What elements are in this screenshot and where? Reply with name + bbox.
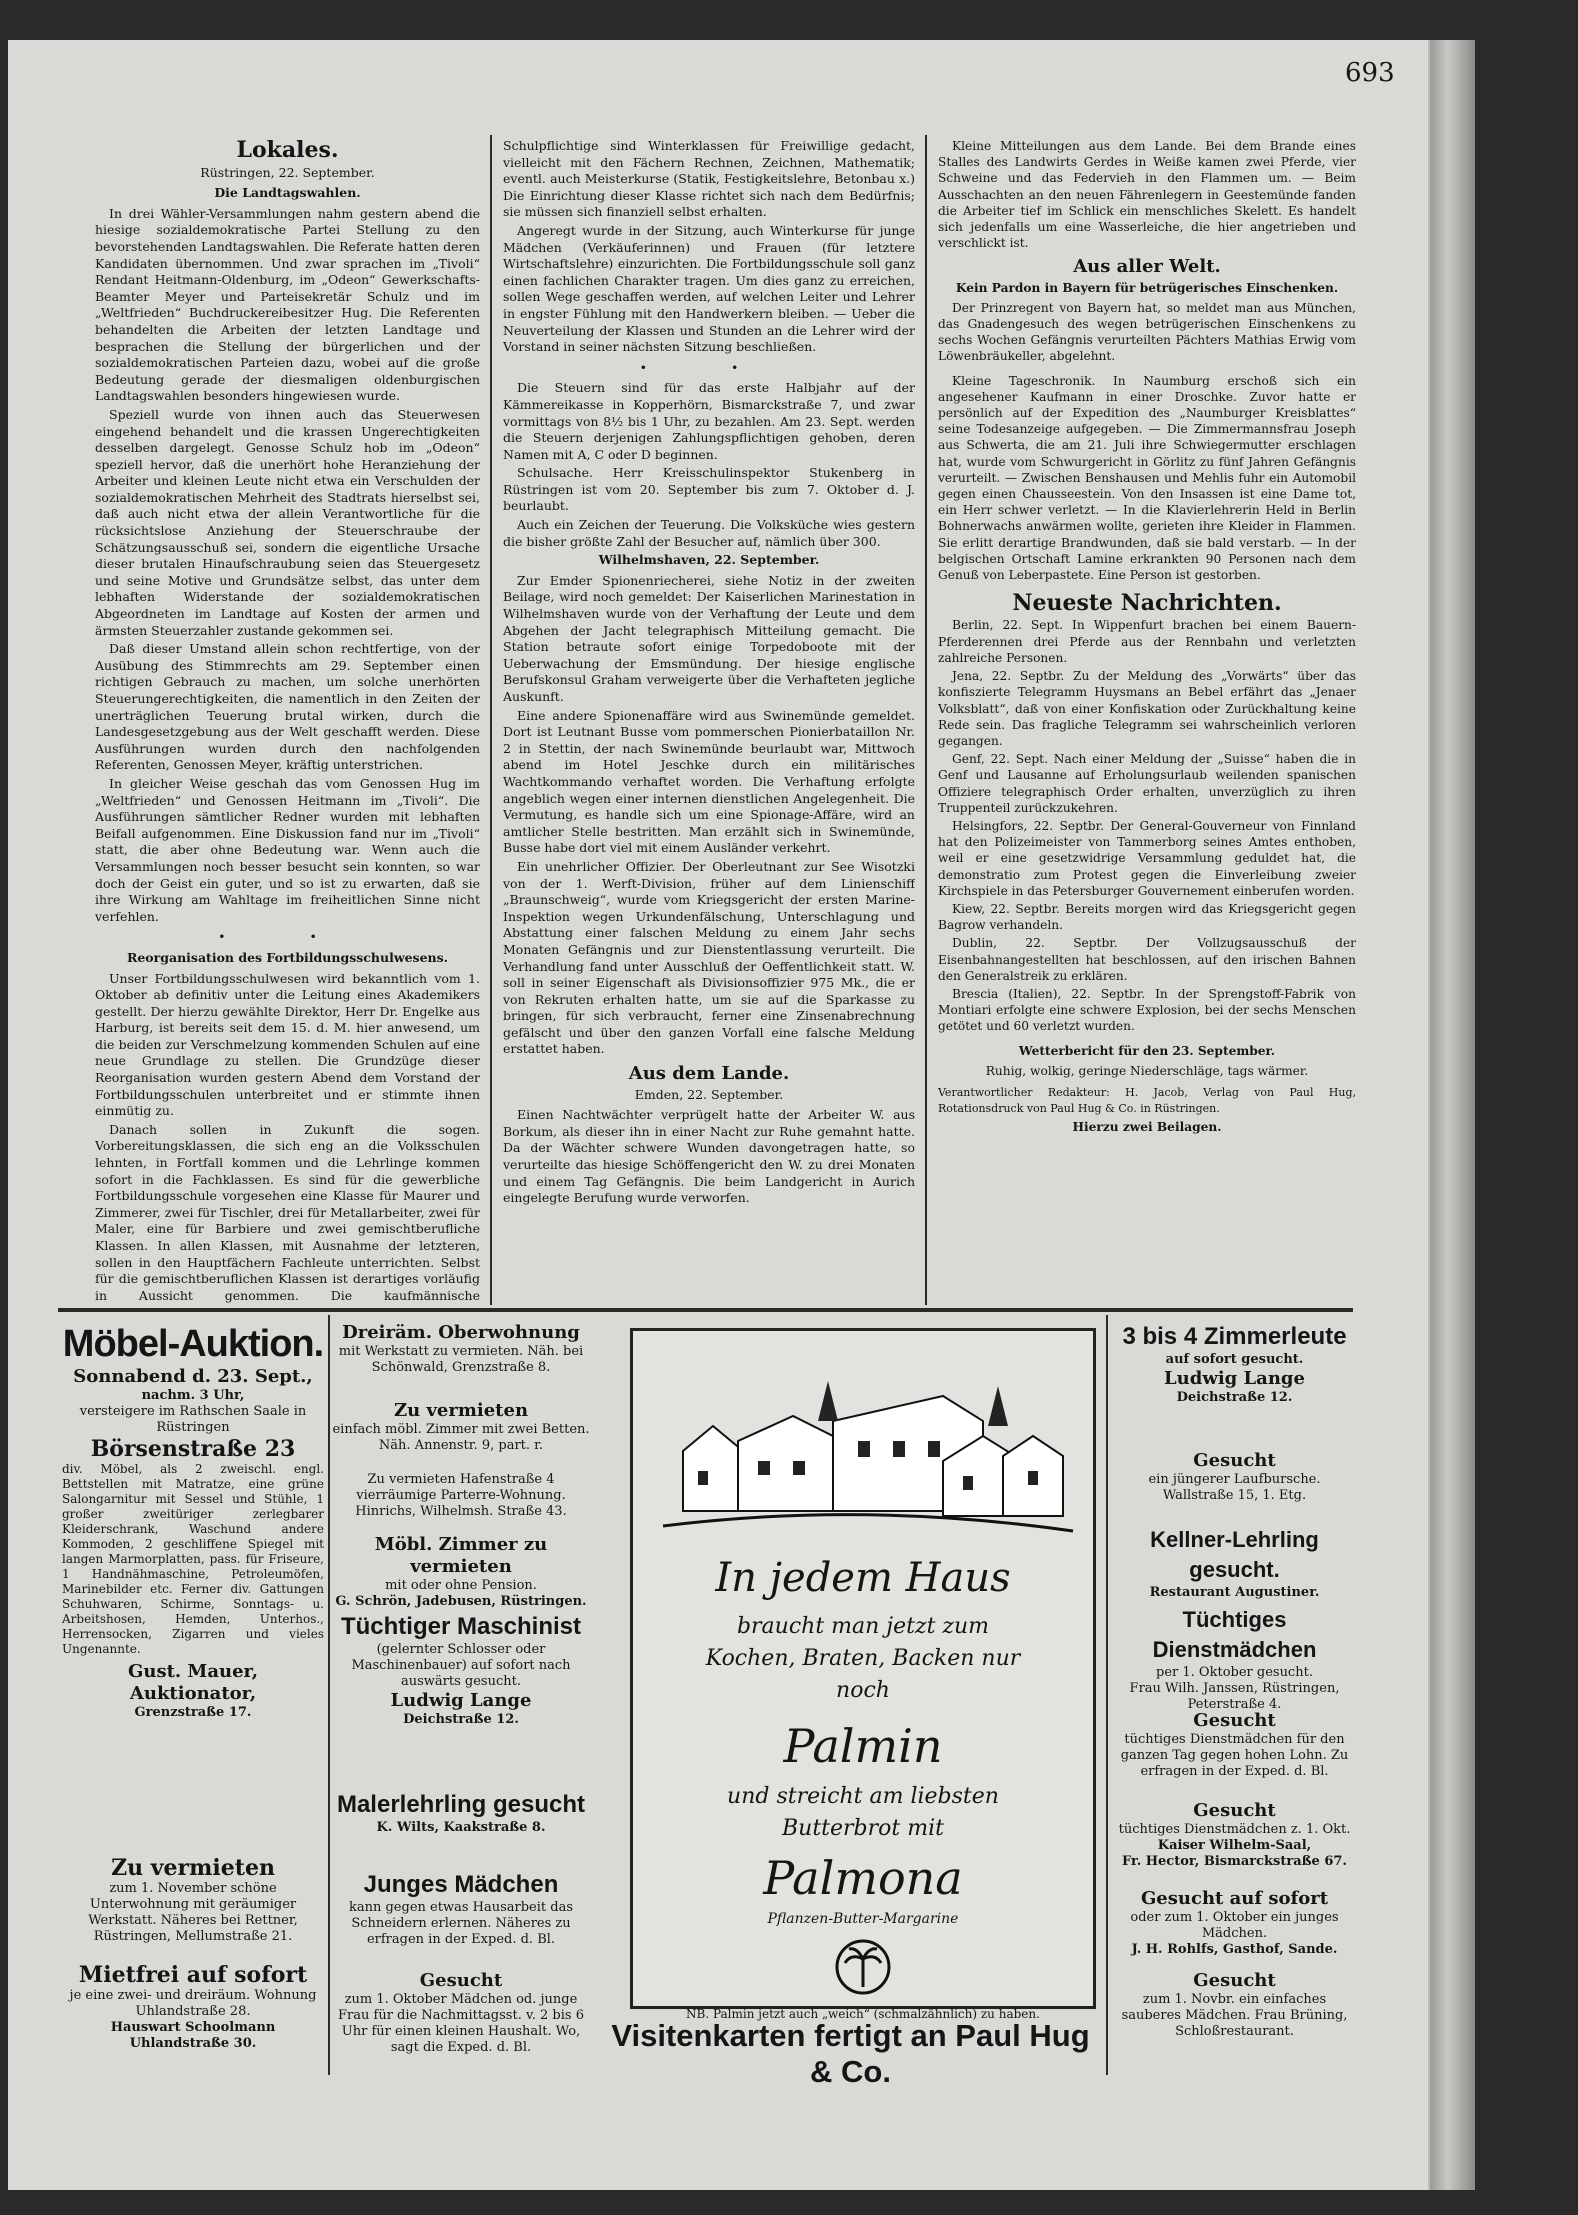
ad-title: Möbl. Zimmer zu vermieten <box>374 1534 548 1577</box>
news-steuern: Die Steuern sind für das erste Halbjahr auf der Kämmereikasse in Kopperhörn, Bismarckstraße 7, und zwar vormittags von 8½ bis 1 Uhr, zu bezahlen. Am 23. Sept. werden die Steuern derjenigen Zahlungspflichtigen gehoben, deren Namen mit A, C oder D beginnen. <box>503 380 915 462</box>
news-kleine-mitteilungen: Kleine Mitteilungen aus dem Lande. Bei dem Brande eines Stalles des Landwirts Gerdes in Weiße kamen zwei Pferde, vier Schweine und das Federvieh in den Flammen um. — Beim Ausschachten an den neuen Fährenlegern in Geestemünde fanden die Arbeiter tief im Schlick ein menschliches Skelett. Es handelt sich jedenfalls um eine Wasserleiche, die hier angetrieben und verschlickt ist. <box>938 139 1356 251</box>
ad-moebel-auktion <box>62 1322 324 1721</box>
ad-text: mit Werkstatt zu vermieten. Näh. bei Schönwald, Grenzstraße 8. <box>338 1344 584 1375</box>
ad-text: tüchtiges Dienstmädchen für den ganzen Tag gegen hohen Lohn. Zu erfragen in der Exped. d. Bl. <box>1120 1732 1349 1779</box>
ad-rule <box>1106 1315 1108 2075</box>
dateline: Wilhelmshaven, 22. September. <box>598 552 820 568</box>
ad-name: J. H. Rohlfs, Gasthof, Sande. <box>1131 1942 1338 1957</box>
ad-text: auf sofort gesucht. <box>1165 1352 1304 1367</box>
ad-rule <box>328 1315 330 2075</box>
news-item: Jena, 22. Septbr. Zu der Meldung des „Vorwärts“ über das konfiszierte Telegramm Huysmans an Bebel erfährt das „Jenaer Volksblatt“, daß von einer Konfiskation oder Zurückhaltung keine Rede sein. Das fragliche Telegramm sei wahrscheinlich verloren gegangen. <box>938 669 1356 748</box>
imprint: Verantwortlicher Redakteur: H. Jacob, Verlag von Paul Hug, Rotationsdruck von Paul Hug & Co. in Rüstringen. <box>938 1085 1356 1116</box>
paragraph: Unser Fortbildungsschulwesen wird bekanntlich vom 1. Oktober ab definitiv unter die Leitung eines Akademikers gestellt. Der hierzu gewählte Direktor, Herr Dr. Engelke aus Harburg, ist bereits seit dem 15. d. M. hier anwesend, um die beiden zur Verschmelzung kommenden Schulen auf eine neue Grundlage zu stellen. Die Grundzüge dieser Reorganisation wurden gestern Abend dem Vorstand der Fortbildungsschulen unterbreitet und er stimmte ihnen einmütig zu. <box>95 970 480 1119</box>
news-item: Helsingfors, 22. Septbr. Der General-Gouverneur von Finnland hat den Polizeimeister von Tammerborg seines Amtes enthoben, weil er eine gesetzwidrige Versammlung geduldet hat, die demonstratio zum Protest gegen die Einverleibung zweier Kirchspiele in das Petersburger Gouvernement einberufen worden. <box>938 818 1356 898</box>
ad-malerlehrling <box>332 1790 590 1836</box>
ad-text: per 1. Oktober gesucht. <box>1156 1665 1313 1680</box>
ad-script-line: Palmona <box>763 1851 963 1905</box>
ad-address: Deichstraße 12. <box>1176 1390 1293 1405</box>
ad-title: Junges Mädchen <box>363 1871 559 1898</box>
ad-title: Gesucht auf sofort <box>1140 1888 1329 1909</box>
ad-junges-maedchen <box>332 1870 590 1948</box>
news-item: Brescia (Italien), 22. Septbr. In der Sprengstoff-Fabrik von Montiari erfolgte eine schwere Explosion, bei der sechs Menschen getötet und 60 verletzt wurden. <box>938 986 1356 1034</box>
ad-name: Kaiser Wilhelm-Saal, <box>1157 1838 1312 1853</box>
ad-street: Börsenstraße 23 <box>90 1436 296 1462</box>
paragraph: In gleicher Weise geschah das vom Genossen Hug im „Weltfrieden“ und Genossen Heitmann im „Tivoli“. Die Ausführungen sämtlicher Redner wurden mit lebhaften Beifall aufgenommen. Eine Diskussion fand nur im „Tivoli“ statt, die aber ohne Bedeutung war. Wenn auch die Versammlungen noch besser besucht sein konnten, so war doch der Geist ein guter, und so ist zu erwarten, daß sie ihre Wirkung am Wahltage im freiheitlichen Sinne nicht verfehlen. <box>95 775 480 924</box>
ad-text: mit oder ohne Pension. <box>385 1578 537 1593</box>
news-schulsache: Schulsache. Herr Kreisschulinspektor Stukenberg in Rüstringen ist vom 20. September bis zum 7. Oktober d. J. beurlaubt. <box>503 465 915 514</box>
weather-heading: Wetterbericht für den 23. September. <box>1018 1043 1276 1058</box>
book-binding <box>1430 40 1475 2190</box>
column-rule <box>925 135 927 1305</box>
ad-address: Wallstraße 15, 1. Etg. <box>1162 1488 1307 1503</box>
ad-text: oder zum 1. Oktober ein junges Mädchen. <box>1130 1910 1339 1941</box>
ad-time: nachm. 3 Uhr, <box>141 1388 245 1403</box>
ad-address: Deichstraße 12. <box>403 1712 519 1727</box>
ad-text: tüchtiges Dienstmädchen z. 1. Okt. <box>1118 1822 1351 1837</box>
ad-title: Zu vermieten <box>111 1855 275 1881</box>
paragraph: Daß dieser Umstand allein schon rechtfertige, von der Ausübung des Stimmrechts am 29. September einen richtigen Gebrauch zu machen, um solche unerhörten Steuerungerechtigkeiten, die namentlich in den Zeiten der unerträglichen Teuerung brutal wirken, durch die Landesgesetzgebung aus der Welt geschafft werden. Diese Ausführungen wurden durch den nachfolgenden Referenten, Genossen Meyer, kräftig unterstrichen. <box>95 641 480 773</box>
column-3 <box>938 138 1356 1305</box>
ad-address: Fr. Hector, Bismarckstraße 67. <box>1122 1854 1347 1869</box>
supplement-note: Hierzu zwei Beilagen. <box>1072 1120 1222 1135</box>
ad-address: Peterstraße 4. <box>1187 1697 1282 1712</box>
ad-title: Möbel-Auktion. <box>62 1323 324 1365</box>
ad-gesucht <box>1112 1710 1357 1780</box>
news-item: Kiew, 22. Septbr. Bereits morgen wird das Kriegsgericht gegen Bagrow verhandeln. <box>938 901 1356 933</box>
dateline: Rüstringen, 22. September. <box>200 164 375 180</box>
section-title: Aus dem Lande. <box>628 1063 790 1085</box>
ad-title: Zu vermieten <box>393 1400 529 1421</box>
ad-title: Gesucht <box>419 1970 503 1991</box>
news-nachtwaechter: Einen Nachtwächter verprügelt hatte der Arbeiter W. aus Borkum, als dieser ihn in einer Nacht zur Ruhe gemahnt hatte. Da der Wächter schwere Wunden davongetragen hatte, so verurteilte das hiesige Schöffengericht den W. zu drei Monaten und einem Tag Gefängnis. Die beim Landgericht in Aurich eingelegte Berufung wurde verworfen. <box>503 1107 915 1206</box>
ad-text: zum 1. Oktober Mädchen od. junge Frau für die Nachmittagsst. v. 2 bis 6 Uhr für einen kleinen Haushalt. Wo, sagt die Exped. d. Bl. <box>338 1992 584 2055</box>
ad-zu-vermieten <box>332 1400 590 1454</box>
paragraph: Angeregt wurde in der Sitzung, auch Winterkurse für junge Mädchen (Verkäuferinnen) und Frauen (für letztere Wirtschaftslehre) einzurichten. Die Fortbildungsschule soll ganz einen fachlichen Charakter tragen. Um dies ganz zu erreichen, sollen Wege geschaffen werden, auf welchen Leiter und Lehrer in engster Fühlung mit den Handwerkern bleiben. — Ueber die Neuverteilung der Klassen und Stunden an die Lehrer wird der Vorstand in seiner nächsten Sitzung beschließen. <box>503 222 915 355</box>
ad-visitenkarten: Visitenkarten fertigt an Paul Hug & Co. <box>611 2018 1090 2089</box>
ad-name: Ludwig Lange <box>390 1690 532 1711</box>
ad-text: Zu vermieten Hafenstraße 4 vierräumige Parterre-Wohnung. Hinrichs, Wilhelmsh. Straße 43. <box>355 1472 567 1519</box>
ad-text: zum 1. November schöne Unterwohnung mit geräumiger Werkstatt. Näheres bei Rettner, Rüstringen, Mellumstraße 21. <box>88 1881 298 1944</box>
ad-title: Gesucht <box>1193 1450 1276 1471</box>
ad-title: Tüchtiges Dienstmädchen <box>1152 1607 1317 1662</box>
ad-gesucht <box>1112 1970 1357 2040</box>
ad-place: versteigere im Rathschen Saale in Rüstringen <box>79 1404 307 1435</box>
ad-text: kann gegen etwas Hausarbeit das Schneidern erlernen. Näheres zu erfragen in der Exped. d. Bl. <box>348 1900 573 1947</box>
village-illustration-icon <box>643 1341 1083 1541</box>
ad-script-line: Pflanzen-Butter-Margarine <box>767 1911 959 1927</box>
ad-text: je eine zwei- und dreiräum. Wohnung Uhlandstraße 28. <box>69 1988 317 2019</box>
ad-gesucht <box>1112 1800 1357 1870</box>
ad-note: NB. Palmin jetzt auch „weich“ (schmalzähnlich) zu haben. <box>686 2007 1040 2021</box>
ad-title: 3 bis 4 Zimmerleute <box>1122 1323 1347 1350</box>
news-tageschronik: Kleine Tageschronik. In Naumburg erschoß sich ein angesehener Kaufmann in einer Droschke. Zuvor hatte er persönlich auf der Expedition des „Naumburger Kreisblattes“ seine Todesanzeige aufgegeben. — Die Zimmermannsfrau Joseph aus Schwerta, die am 21. Juli ihre Schwiegermutter erschlagen hat, wurde vom Schwurgericht in Görlitz zu fünf Jahren Gefängnis verurteilt. — Zwischen Benshausen und Mehlis fuhr ein Automobil gegen einen Chausseestein. Von den Insassen ist eine Dame tot, ein Herr schwer verletzt. — In die Klavierlehrerin Held in Berlin Bohnerwachs anwärmen wollte, gerieten ihre Kleider in Flammen. Sie erlitt derartige Brandwunden, daß sie bald verstarb. — In der belgischen Ortschaft Lamine erkrankten 90 Personen nach dem Genuß von Leberpastete. Eine Person ist gestorben. <box>938 373 1356 583</box>
section-rule <box>58 1308 1353 1312</box>
paragraph: Speziell wurde von ihnen auch das Steuerwesen eingehend behandelt und die krassen Ungerechtigkeiten desselben dargelegt. Genosse Schulz hob im „Odeon“ speziell hervor, daß die unerhört hohe Heranziehung der Arbeiter und kleinen Leute nicht etwa ein Verschulden der sozialdemokratischen Mehrheit des Stadtrats hierselbst sei, daß auch nicht etwa der allein Verantwortliche für die rücksichtslose Anziehung der Steuerschraube der Schätzungsausschuß sei, sondern die eigentliche Ursache dieser brutalen Hinaufschraubung seien das Steuergesetz und seine Motive und Grundsätze selbst, das unter dem lebhaften Widerstande der sozialdemokratischen Abgeordneten im Landtage auf Kosten der armen und ärmsten Steuerzahler zustande gekommen sei. <box>95 406 480 638</box>
weather-text: Ruhig, wolkig, geringe Niederschläge, tags wärmer. <box>985 1063 1309 1078</box>
ad-name: Gust. Mauer, Auktionator, <box>127 1661 258 1704</box>
dateline: Emden, 22. September. <box>634 1086 784 1102</box>
ad-kellner-lehrling <box>1112 1525 1357 1601</box>
ad-script-line: und streicht am liebsten Butterbrot mit <box>727 1784 999 1841</box>
ad-text: einfach möbl. Zimmer mit zwei Betten. Näh. Annenstr. 9, part. r. <box>332 1422 590 1453</box>
news-item: Dublin, 22. Septbr. Der Vollzugsausschuß der Eisenbahnangestellten hat beschlossen, auf den irischen Bahnen den Generalstreik zu erklären. <box>938 936 1356 983</box>
ad-text: (gelernter Schlosser oder Maschinenbauer) auf sofort nach auswärts gesucht. <box>351 1642 571 1689</box>
headline: Kein Pardon in Bayern für betrügerisches Einschenken. <box>955 280 1339 295</box>
ad-laufbursche <box>1112 1450 1357 1504</box>
ad-name: K. Wilts, Kaakstraße 8. <box>376 1820 546 1835</box>
ad-oberwohnung <box>332 1322 590 1376</box>
ad-title: Tüchtiger Maschinist <box>340 1613 582 1640</box>
ad-address: Grenzstraße 17. <box>134 1705 252 1720</box>
ad-name: G. Schrön, Jadebusen, Rüstringen. <box>335 1594 587 1609</box>
ad-title: Gesucht <box>1193 1710 1276 1731</box>
news-pardon: Der Prinzregent von Bayern hat, so meldet man aus München, das Gnadengesuch des wegen betrügerischen Einschenkens zu sechs Wochen Gefängnis verurteilten Pächters Mathias Erwig vom Löwenbräukeller, abgelehnt. <box>938 300 1356 364</box>
ad-name: Frau Wilh. Janssen, Rüstringen, <box>1129 1681 1340 1696</box>
column-rule <box>490 135 492 1305</box>
ad-zu-vermieten <box>62 1855 324 1945</box>
paragraph: Danach sollen in Zukunft die sogen. Vorbereitungsklassen, die sich eng an die Volksschulen lehnten, in Fortfall kommen und die Lehrlinge kommen sofort in die Fachklassen. Es sind für die gewerbliche Fortbildungsschule vorgesehen eine Klasse für Maurer und Zimmerer, zwei für Tischler, drei für Metallarbeiter, zwei für Maler, eine für Barbiere und zwei gemischtberufliche Klassen. In allen Klassen, mit Ausnahme der letzteren, sollen in den Hauptfächern Fachleute unterrichten. Selbst für die gemischtberuflichen Klassen ist derartiges vorläufig in Aussicht genommen. Die kaufmännische <box>95 1121 480 1303</box>
palm-logo-icon <box>833 1937 893 1997</box>
ad-moebl-zimmer <box>332 1534 590 1610</box>
ad-text: ein jüngerer Laufbursche. <box>1148 1472 1321 1487</box>
ad-title: Malerlehrling gesucht <box>336 1791 586 1818</box>
ad-script-line: In jedem Haus <box>715 1555 1011 1601</box>
ad-zimmerleute <box>1112 1322 1357 1406</box>
ad-text: zum 1. Novbr. ein einfaches sauberes Mädchen. Frau Brüning, Schloßrestaurant. <box>1121 1992 1348 2039</box>
news-item: Genf, 22. Sept. Nach einer Meldung der „Suisse“ haben die in Genf und Lausanne auf Erholungsurlaub weilenden spanischen Offiziere telegraphisch Order erhalten, unverzüglich zu ihren Truppenteil zurückzukehren. <box>938 752 1356 815</box>
headline: Reorganisation des Fortbildungsschulwesens. <box>126 949 449 965</box>
ad-mietfrei <box>62 1962 324 2052</box>
ad-hafenstrasse <box>332 1472 590 1520</box>
news-spionen: Zur Emder Spionenriecherei, siehe Notiz in der zweiten Beilage, wird noch gemeldet: Der Kaiserlichen Marinestation in Wilhelmshaven wurde von der Verhaftung der Leute und dem Abgehen der Jacht telegraphisch Mitteilung gemacht. Die Station betraute sofort einige Torpedoboote mit der Ueberwachung der Emsmündung. Der hiesige englische Berufskonsul Graham verweigerte über die Verhafteten jegliche Auskunft. <box>503 572 915 704</box>
ad-address: Uhlandstraße 30. <box>129 2036 257 2051</box>
ad-date: Sonnabend d. 23. Sept., <box>73 1366 313 1387</box>
ad-title: Kellner-Lehrling gesucht. <box>1150 1527 1319 1582</box>
ad-name: Hauswart Schoolmann <box>110 2020 276 2035</box>
separator-dots: • • <box>639 359 779 375</box>
separator-dots: • • <box>218 929 357 945</box>
news-offizier: Ein unehrlicher Offizier. Der Oberleutnant zur See Wisotzki von der 1. Werft-Division, früher auf dem Linienschiff „Braunschweig“, wurde vom Kriegsgericht der ersten Marine-Inspektion wegen Urkundenfälschung, Unterschlagung und Abstattung einer falschen Meldung zu einem Jahr sechs Monaten Gefängnis und zur Dienstentlassung verurteilt. Die Verhandlung fand unter Ausschluß der Oeffentlichkeit statt. W. soll in seiner Eigenschaft als Divisionsoffizier 975 Mk., die er von Rekruten erhalten hatte, um sie auf die Sparkasse zu bringen, für sich verbraucht, ferner eine Zinsenabrechnung gefälscht und über den ganzen Vorfall eine falsche Meldung erstattet haben. <box>503 858 915 1057</box>
headline: Die Landtagswahlen. <box>214 185 361 201</box>
ad-gesucht <box>332 1970 590 2056</box>
section-title: Lokales. <box>236 137 339 163</box>
column-2 <box>503 138 915 1305</box>
ad-title: Dreiräm. Oberwohnung <box>342 1322 580 1343</box>
ad-palmin <box>630 1328 1096 2021</box>
ad-name: Restaurant Augustiner. <box>1149 1585 1320 1600</box>
ad-gesucht-sofort <box>1112 1888 1357 1958</box>
ad-script-line: braucht man jetzt zum Kochen, Braten, Backen nur noch <box>705 1614 1021 1703</box>
ad-script-line: Palmin <box>783 1719 943 1773</box>
ad-title: Gesucht <box>1193 1970 1276 1991</box>
ad-maschinist <box>332 1612 590 1728</box>
ad-title: Gesucht <box>1193 1800 1276 1821</box>
column-1 <box>95 130 480 1305</box>
ad-title: Mietfrei auf sofort <box>78 1962 308 1988</box>
paragraph: In drei Wähler-Versammlungen nahm gestern abend die hiesige sozialdemokratische Partei Stellung zu den bevorstehenden Landtagswahlen. Die Referate hatten deren Kandidaten übernommen. Und zwar sprachen im „Tivoli“ Rendant Heitmann-Oldenburg, im „Odeon“ Gewerkschafts-Beamter Meyer und Parteisekretär Schulz und im „Weltfrieden“ Buchdruckereibesitzer Hug. Die Referenten behandelten die Arbeiten der letzten Landtage und besprachen die Stellung der bürgerlichen und der sozialdemokratischen Parteien dazu, wobei auf die große Bedeutung gerade der diesmaligen oldenburgischen Landtagswahlen besonders hingewiesen wurde. <box>95 205 480 404</box>
ad-items: div. Möbel, als 2 zweischl. engl. Bettstellen mit Matratze, eine grüne Salongarnitur mit Sessel und Stühle, 1 großer zweitüriger zerlegbarer Kleiderschrank, Waschund andere Kommoden, 2 geschliffene Spiegel mit langen Marmorplatten, pass. für Friseure, 1 Handnähmaschine, Petroleumöfen, Marinebilder etc. Ferner div. Gattungen Schuhwaren, Schirme, Sonntags- u. Arbeitshosen, Hemden, Unterhos., Herrensocken, Zigarren und vieles Ungenannte. <box>62 1462 324 1656</box>
ad-dienstmaedchen <box>1112 1605 1357 1713</box>
news-spionen: Eine andere Spionenaffäre wird aus Swinemünde gemeldet. Dort ist Leutnant Busse vom pommerschen Pionierbataillon Nr. 2 in Stettin, der nach Swinemünde beurlaubt war, Mittwoch abend im Hotel Jeschke durch ein militärisches Wachtkommando verhaftet worden. Die Verhaftung erfolgte angeblich wegen einer internen dienstlichen Angelegenheit. Die Vermutung, es handle sich um eine Spionage-Affäre, wird an amtlicher Stelle bestritten. Man erzählt sich in Swinemünde, Busse habe dort viel mit einem Ausländer verkehrt. <box>503 707 915 856</box>
news-teuerung: Auch ein Zeichen der Teuerung. Die Volksküche wies gestern die bisher größte Zahl der Besucher auf, nämlich über 300. <box>503 517 915 549</box>
page-number: 693 <box>1345 58 1395 88</box>
news-item: Berlin, 22. Sept. In Wippenfurt brachen bei einem Bauern-Pferderennen drei Pferde aus der Rennbahn und verletzten zahlreiche Personen. <box>938 618 1356 665</box>
paragraph: Schulpflichtige sind Winterklassen für Freiwillige gedacht, vielleicht mit den Fächern Rechnen, Zeichnen, Mathematik; eventl. auch Meisterkurse (Statik, Festigkeitslehre, Betonbau x.) Die Einrichtung dieser Klasse richtet sich nach dem Bedürfnis; sie müssen sich finanziell selbst erhalten. <box>503 138 915 220</box>
section-title: Aus aller Welt. <box>1073 256 1221 278</box>
ad-name: Ludwig Lange <box>1164 1368 1305 1389</box>
section-title: Neueste Nachrichten. <box>1012 590 1282 617</box>
